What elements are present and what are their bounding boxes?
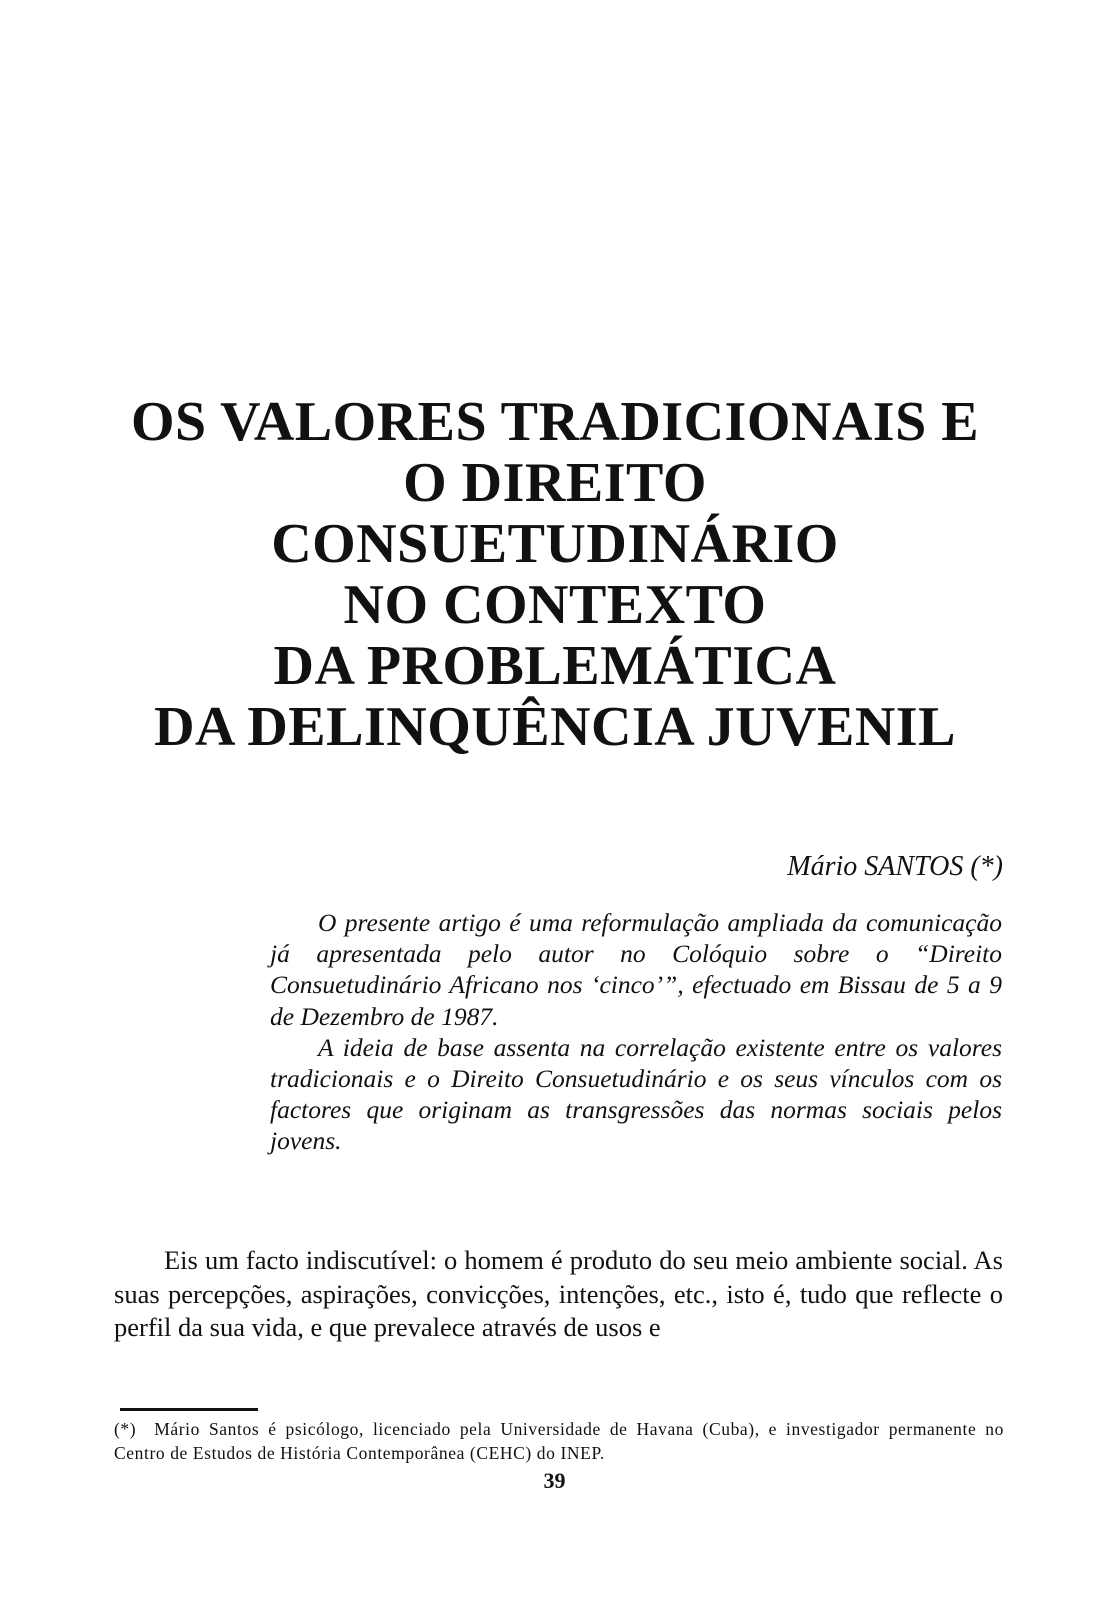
title-line-6: DA DELINQUÊNCIA JUVENIL xyxy=(154,696,956,758)
title-line-2: O DIREITO xyxy=(403,452,707,514)
title-line-3: CONSUETUDINÁRIO xyxy=(271,513,839,575)
author-name: Mário SANTOS (*) xyxy=(787,851,1003,882)
abstract-paragraph-2: A ideia de base assenta na correlação existente entre os valores tradicionais e o Direito Consuetudinário e os seus vínculos com os factores que originam as transgressões das normas sociais pelos jovens. xyxy=(270,1032,1002,1156)
title-line-1: OS VALORES TRADICIONAIS E xyxy=(130,391,980,453)
title-line-5: DA PROBLEMÁTICA xyxy=(273,635,837,697)
body-paragraph-1: Eis um facto indiscutível: o homem é produto do seu meio ambiente social. As suas percepções, aspirações, convicções, intenções, etc., isto é, tudo que reflecte o perfil da sua vida, e que prevalece através de usos e xyxy=(114,1245,1003,1342)
article-title xyxy=(110,392,1000,758)
footnote-marker: (*) xyxy=(114,1419,137,1439)
title-line-4: NO CONTEXTO xyxy=(343,574,767,636)
footnote-text: Mário Santos é psicólogo, licenciado pela Universidade de Havana (Cuba), e investigador permanente no Centro de Estudos de História Contemporânea (CEHC) do INEP. xyxy=(114,1419,1004,1463)
body-text xyxy=(114,1244,1003,1345)
page-number: 39 xyxy=(543,1468,566,1493)
footnote-divider xyxy=(120,1408,258,1411)
footnote xyxy=(114,1418,1004,1465)
abstract xyxy=(270,907,1002,1157)
abstract-paragraph-1: O presente artigo é uma reformulação ampliada da comunicação já apresentada pelo autor no Colóquio sobre o “Direito Consuetudinário Africano nos ‘cinco’”, efectuado em Bissau de 5 a 9 de Dezembro de 1987. xyxy=(270,908,1002,1031)
footnote-paragraph xyxy=(114,1418,1004,1465)
